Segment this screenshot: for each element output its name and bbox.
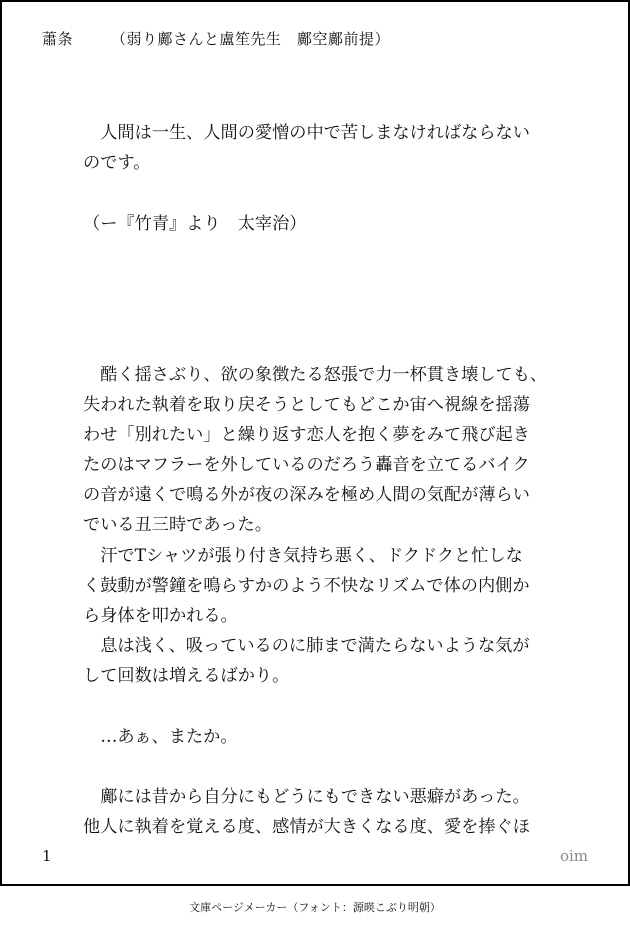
text-line: 鄺には昔から自分にもどうにもできない悪癖があった。 xyxy=(83,787,530,808)
footer-credit: 文庫ページメーカー（フォント：源暎こぶり明朝） xyxy=(189,901,441,914)
page-header xyxy=(42,28,390,49)
text-line: ら身体を叩かれる。 xyxy=(83,606,238,626)
text-line: のです。 xyxy=(83,153,151,174)
page-number: 1 xyxy=(42,847,52,865)
text-line xyxy=(83,752,563,782)
text-line: 人間は一生、人間の愛憎の中で苦しまなければならない xyxy=(83,123,530,143)
text-line xyxy=(83,269,563,299)
text-line: でいる丑三時であった。 xyxy=(83,515,272,536)
text-line: の音が遠くで鳴る外が夜の深みを極め人間の気配が薄らい xyxy=(83,485,530,506)
text-line: 汗でTシャツが張り付き気持ち悪く、ドクドクと忙しな xyxy=(83,545,523,566)
text-line: たのはマフラーを外しているのだろう轟音を立てるバイク xyxy=(83,455,530,476)
body-text xyxy=(83,118,563,843)
text-line: わせ「別れたい」と繰り返す恋人を抱く夢をみて飛び起き xyxy=(83,424,530,445)
text-line xyxy=(83,692,563,722)
signature: oim xyxy=(559,847,588,865)
text-line xyxy=(83,178,563,208)
text-line: 失われた執着を取り戻そうとしてもどこか宙へ視線を揺蕩 xyxy=(83,394,530,415)
header-title: （弱り鄺さんと盧笙先生 鄺空鄺前提） xyxy=(111,30,391,48)
text-line xyxy=(83,239,563,269)
text-line: 息は浅く、吸っているのに肺まで満たらないような気が xyxy=(83,636,530,657)
text-line xyxy=(83,329,563,359)
header-author: 蕭条 xyxy=(42,30,74,48)
text-line xyxy=(83,299,563,329)
text-line: く鼓動が警鐘を鳴らすかのよう不快なリズムで体の内側か xyxy=(83,575,530,596)
text-line: （ー『竹青』より 太宰治） xyxy=(83,213,307,234)
text-line: …あぁ、またか。 xyxy=(83,726,238,747)
text-line: して回数は増えるばかり。 xyxy=(83,666,290,687)
text-line: 他人に執着を覚える度、感情が大きくなる度、愛を捧ぐほ xyxy=(83,817,530,838)
text-line: 酷く揺さぶり、欲の象徴たる怒張で力一杯貫き壊しても、 xyxy=(83,364,548,385)
